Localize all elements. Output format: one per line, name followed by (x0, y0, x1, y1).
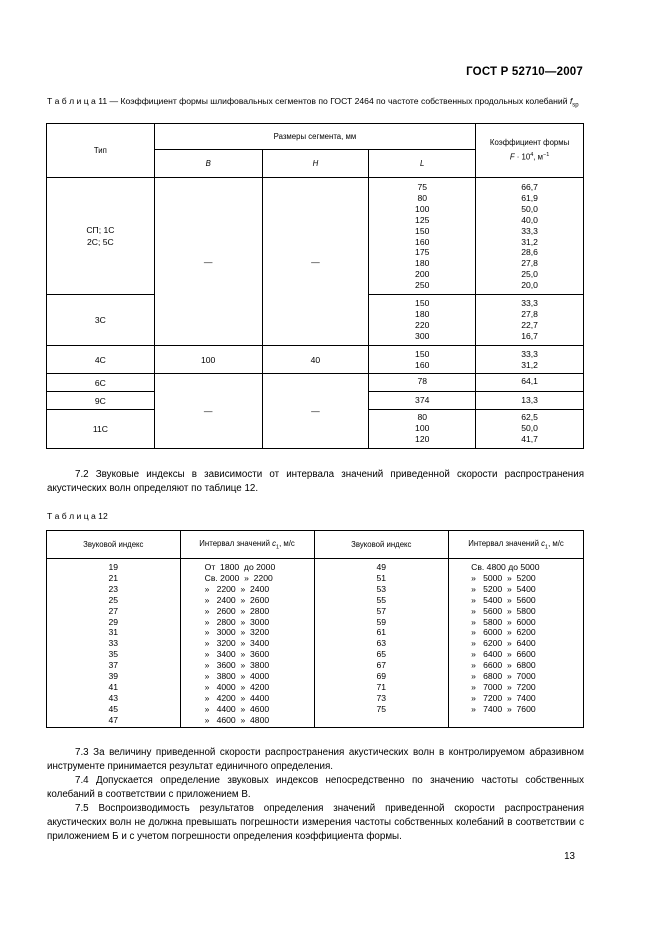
list-item: 31,2 (521, 359, 538, 370)
t11-type-cell: 6С (47, 374, 155, 392)
list-item: 35 (108, 649, 119, 660)
t11-type-cell: 11С (47, 410, 155, 449)
t11-F-list (476, 376, 583, 387)
list-item: 59 (376, 616, 387, 627)
t11-F-cell (476, 374, 584, 392)
list-item: 40,0 (521, 214, 538, 225)
t11-type-cell: 3С (47, 295, 155, 346)
t11-L-cell (369, 410, 476, 449)
t11-type-cell: 9С (47, 392, 155, 410)
t12-header-interval-label: Интервал значений (199, 538, 270, 548)
paragraph-7-5: 7.5 Воспроизводимость результатов определения значений приведенной скорости распространения акустических волн не должна превышать погрешности измерения частоты собственных колебаний в соответствии с приложением Б и с учетом погрешности определения коэффициента формы. (47, 803, 584, 842)
list-item: 33 (108, 638, 119, 649)
t12-index-list (47, 562, 180, 726)
list-item: 25,0 (521, 269, 538, 280)
list-item: » 5400 » 5600 (471, 594, 536, 605)
t11-header-sizes: Размеры сегмента, мм (154, 124, 475, 150)
list-item: 120 (415, 433, 430, 444)
t11-header-B: B (205, 159, 211, 168)
list-item: » 7400 » 7600 (471, 703, 536, 714)
list-item: » 5800 » 6000 (471, 616, 536, 627)
list-item: 80 (417, 192, 427, 203)
t11-header-coef-unit: , м (533, 152, 543, 162)
list-item: 55 (376, 594, 387, 605)
t11-type-cell: 4С (47, 346, 155, 374)
list-item: 25 (108, 594, 119, 605)
t11-L-cell (369, 295, 476, 346)
list-item: 31,2 (521, 236, 538, 247)
t12-index-column-left (47, 559, 181, 728)
table11-caption-num: 11 (98, 96, 108, 106)
t11-F-cell (476, 295, 584, 346)
t11-F-cell (476, 178, 584, 295)
t11-F-list (476, 412, 583, 445)
list-item: » 7000 » 7200 (471, 681, 536, 692)
list-item: » 4200 » 4400 (204, 692, 270, 703)
list-item: 69 (376, 671, 387, 682)
list-item: 150 (415, 298, 430, 308)
list-item: 41 (108, 681, 119, 692)
list-item: » 2200 » 2400 (204, 583, 270, 594)
list-item: » 2800 » 3000 (204, 616, 270, 627)
list-item: 75 (417, 182, 427, 192)
t11-L-list (369, 395, 475, 406)
list-item: 63 (376, 638, 387, 649)
list-item: 45 (108, 703, 119, 714)
list-item: 150 (415, 225, 430, 236)
t12-header-sub: 1 (545, 544, 549, 551)
t11-H-cell: — (262, 178, 369, 346)
t11-F-cell (476, 392, 584, 410)
list-item: 31 (108, 627, 119, 638)
t12-header-interval-right (449, 531, 584, 559)
t11-L-list (369, 376, 475, 387)
t11-L-cell (369, 374, 476, 392)
list-item: » 2600 » 2800 (204, 605, 270, 616)
table-11 (46, 123, 584, 449)
list-item: 13,3 (521, 395, 538, 405)
t11-L-list (369, 412, 475, 445)
list-item: 64,1 (521, 376, 538, 386)
t11-B-cell: — (154, 178, 262, 346)
list-item: Св. 2000 » 2200 (204, 572, 273, 583)
t12-interval-column-left (180, 559, 314, 728)
table11-caption-symbol: f (569, 96, 573, 106)
list-item: 50,0 (521, 422, 538, 433)
list-item: » 5200 » 5400 (471, 583, 536, 594)
list-item: » 6000 » 6200 (471, 627, 536, 638)
t11-L-list (369, 349, 475, 371)
list-item: » 5000 » 5200 (471, 572, 536, 583)
t11-B-cell: 100 (154, 346, 262, 374)
list-item: 51 (376, 572, 387, 583)
table-12 (46, 530, 584, 728)
list-item: 53 (376, 583, 387, 594)
list-item: 67 (376, 660, 387, 671)
t12-header-index-right: Звуковой индекс (314, 531, 449, 559)
list-item: » 6200 » 6400 (471, 638, 536, 649)
list-item: 27 (108, 605, 119, 616)
t11-header-L: L (420, 159, 425, 168)
list-item: 29 (108, 616, 119, 627)
t12-header-interval-label: Интервал значений (468, 538, 539, 548)
list-item: 71 (376, 681, 387, 692)
list-item: » 3000 » 3200 (204, 627, 270, 638)
list-item: 57 (376, 605, 387, 616)
page-number: 13 (564, 851, 575, 862)
list-item: 43 (108, 692, 119, 703)
list-item: 160 (415, 359, 430, 370)
list-item: » 4600 » 4800 (204, 714, 270, 725)
list-item: 175 (415, 247, 430, 258)
t11-type-cell: СП; 1С 2С; 5С (47, 178, 155, 295)
list-item: 20,0 (521, 280, 538, 291)
paragraph-7-2: 7.2 Звуковые индексы в зависимости от интервала значений приведенной скорости распространения акустических волн определяют по таблице 12. (47, 469, 584, 494)
table11-caption-sub: sp (572, 102, 579, 109)
t11-B-cell: — (154, 374, 262, 449)
list-item: » 3600 » 3800 (204, 660, 270, 671)
table11-caption-prefix: Т а б л и ц а (47, 96, 96, 106)
list-item: Св. 4800 до 5000 (471, 562, 540, 572)
t12-header-unit: , м/с (279, 538, 295, 548)
list-item: 16,7 (521, 330, 538, 341)
list-item: 78 (417, 376, 427, 386)
list-item: » 6800 » 7000 (471, 671, 536, 682)
list-item: » 6600 » 6800 (471, 660, 536, 671)
list-item: 23 (108, 583, 119, 594)
list-item: 220 (415, 319, 430, 330)
list-item: 180 (415, 308, 430, 319)
t11-header-type: Тип (47, 124, 155, 178)
t11-L-list (369, 298, 475, 342)
list-item: 61 (376, 627, 387, 638)
list-item: 47 (108, 714, 119, 725)
list-item: » 4400 » 4600 (204, 703, 270, 714)
list-item: 65 (376, 649, 387, 660)
t12-header-index-left: Звуковой индекс (47, 531, 181, 559)
t11-F-cell (476, 410, 584, 449)
t12-interval-list (471, 562, 583, 715)
t12-index-list (315, 562, 449, 715)
list-item: 22,7 (521, 319, 538, 330)
list-item: 62,5 (521, 412, 538, 422)
t11-F-list (476, 182, 583, 291)
list-item: 41,7 (521, 433, 538, 444)
list-item: 49 (376, 562, 387, 572)
t11-H-cell: — (262, 374, 369, 449)
list-item: » 7200 » 7400 (471, 692, 536, 703)
t11-L-cell (369, 178, 476, 295)
list-item: 50,0 (521, 203, 538, 214)
list-item: 125 (415, 214, 430, 225)
t11-header-coef (476, 124, 584, 178)
list-item: » 3800 » 4000 (204, 671, 270, 682)
paragraph-7-3: 7.3 За величину приведенной скорости распространения акустических волн в контролируемом абразивном инструменте принимается результат единичного определения. (47, 747, 584, 772)
list-item: 75 (376, 703, 387, 714)
list-item: 300 (415, 330, 430, 341)
t12-header-sym: c (272, 538, 277, 548)
list-item: 374 (415, 395, 430, 405)
list-item: 61,9 (521, 192, 538, 203)
t11-L-cell (369, 346, 476, 374)
list-item: » 2400 » 2600 (204, 594, 270, 605)
t11-F-list (476, 298, 583, 342)
list-item: » 3200 » 3400 (204, 638, 270, 649)
document-header: ГОСТ Р 52710—2007 (466, 66, 583, 78)
t12-interval-list (205, 562, 314, 726)
list-item: 73 (376, 692, 387, 703)
list-item: 100 (415, 203, 430, 214)
t11-F-cell (476, 346, 584, 374)
t12-header-unit: , м/с (548, 538, 564, 548)
list-item: 160 (415, 236, 430, 247)
list-item: 27,8 (521, 258, 538, 269)
t12-index-column-right (314, 559, 449, 728)
t11-L-list (369, 182, 475, 291)
list-item: 33,3 (521, 349, 538, 359)
t11-F-list (476, 349, 583, 371)
t11-header-coef-F: F (509, 152, 515, 162)
t11-header-H: H (312, 159, 319, 168)
list-item: 37 (108, 660, 119, 671)
list-item: От 1800 до 2000 (204, 562, 276, 572)
list-item: 150 (415, 349, 430, 359)
list-item: 80 (417, 412, 427, 422)
list-item: » 3400 » 3600 (204, 649, 270, 660)
list-item: 180 (415, 258, 430, 269)
t12-header-sub: 1 (276, 544, 280, 551)
t12-header-sym: c (541, 538, 546, 548)
list-item: 100 (415, 422, 430, 433)
list-item: 250 (415, 280, 430, 291)
list-item: » 6400 » 6600 (471, 649, 536, 660)
list-item: 27,8 (521, 308, 538, 319)
list-item: 66,7 (521, 182, 538, 192)
list-item: 28,6 (521, 247, 538, 258)
t12-interval-column-right (449, 559, 584, 728)
t11-L-cell (369, 392, 476, 410)
table12-caption: Т а б л и ц а 12 (47, 511, 108, 521)
t11-header-coef-exp: 4 (530, 152, 534, 159)
table11-caption (47, 95, 584, 113)
t12-header-interval-left (180, 531, 314, 559)
list-item: 39 (108, 671, 119, 682)
t11-header-coef-mult: · 10 (514, 152, 531, 162)
t11-F-list (476, 395, 583, 406)
list-item: » 4000 » 4200 (204, 681, 270, 692)
list-item: 200 (415, 269, 430, 280)
t11-header-coef-title: Коэффициент формы (489, 138, 570, 148)
list-item: 33,3 (521, 225, 538, 236)
paragraph-7-4: 7.4 Допускается определение звуковых индексов непосредственно по значению частоты собственных колебаний в соответствии с приложением В. (47, 775, 584, 800)
t11-H-cell: 40 (262, 346, 369, 374)
list-item: 19 (108, 562, 119, 572)
t11-header-coef-unitexp: −1 (542, 152, 550, 159)
table11-caption-text: — Коэффициент формы шлифовальных сегментов по ГОСТ 2464 по частоте собственных продольных колебаний (109, 96, 568, 106)
list-item: 21 (108, 572, 119, 583)
list-item: 33,3 (521, 298, 538, 308)
list-item: » 5600 » 5800 (471, 605, 536, 616)
